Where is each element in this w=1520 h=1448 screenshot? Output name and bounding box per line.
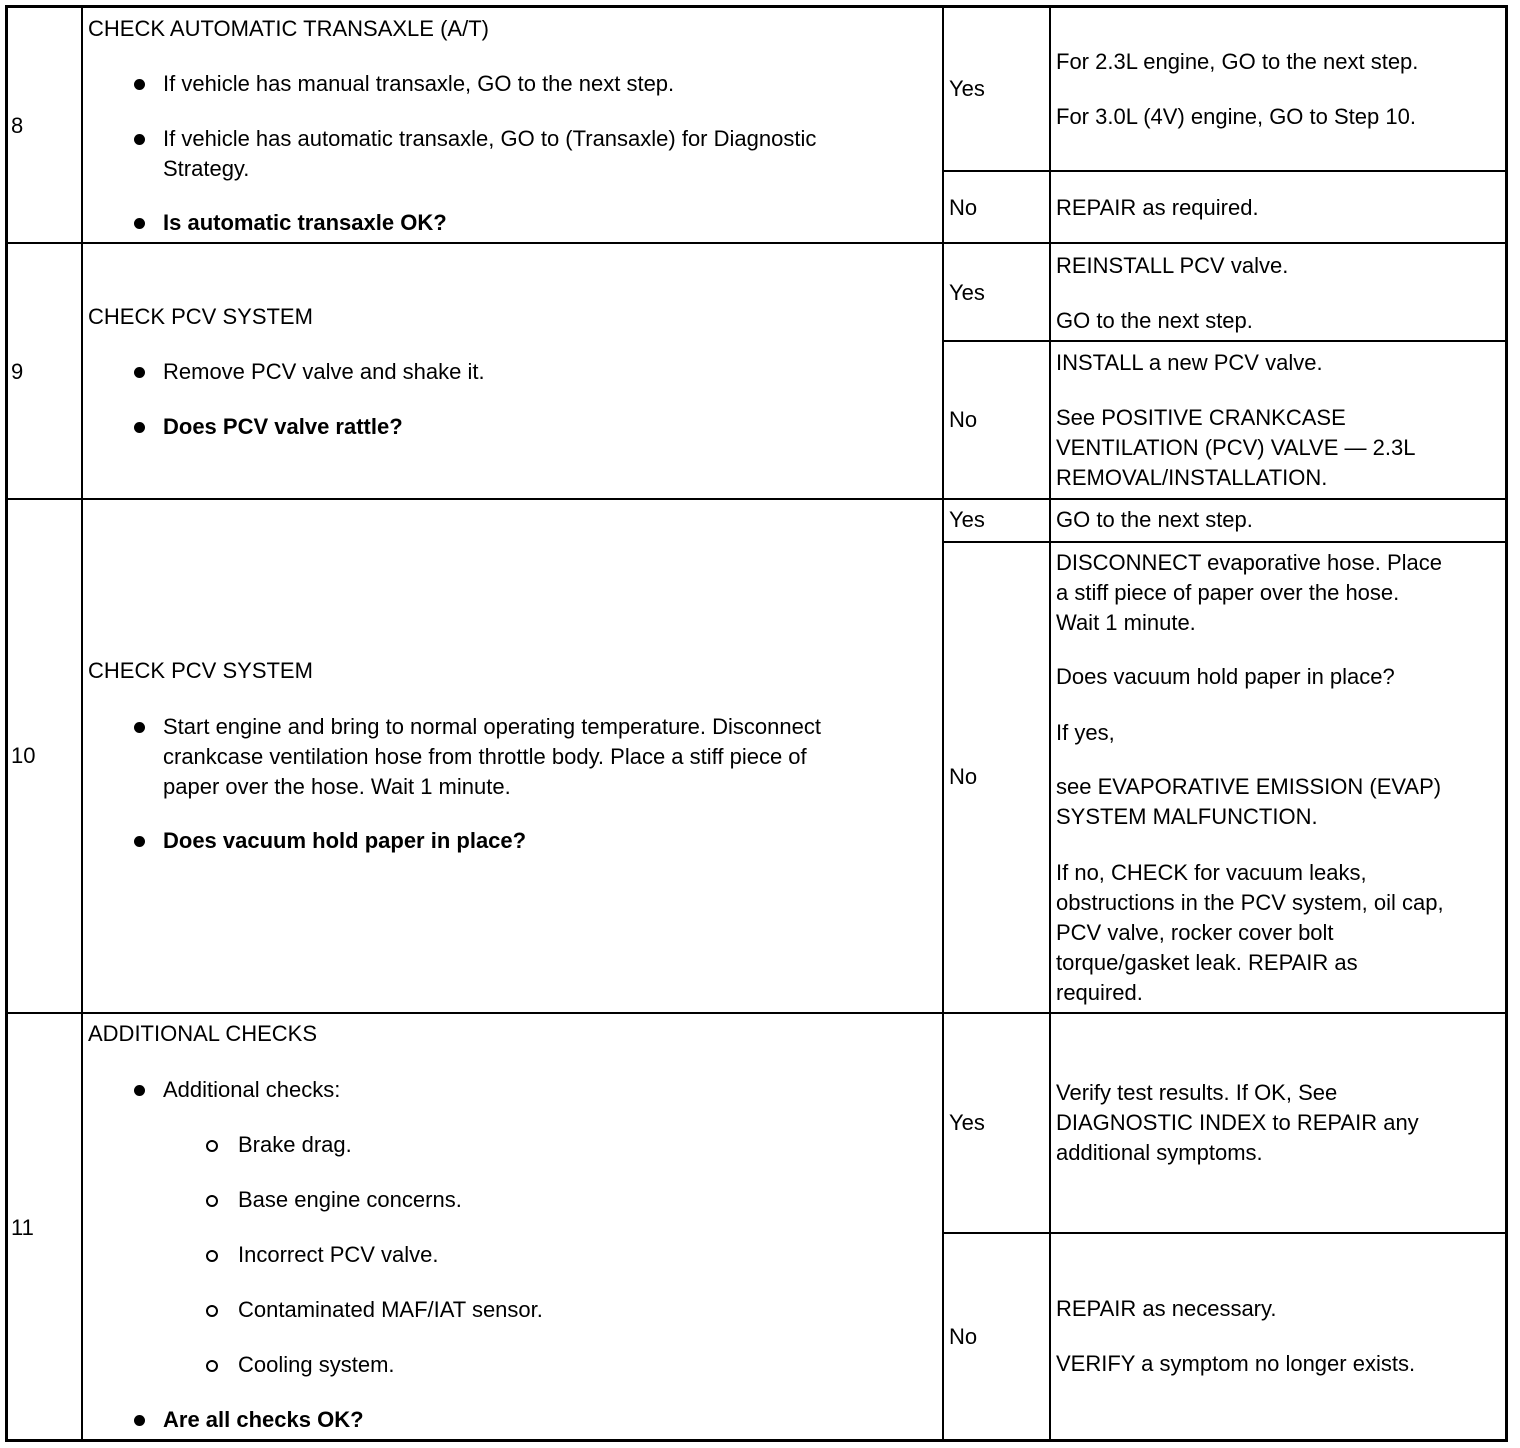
- sub-check: Contaminated MAF/IAT sensor.: [238, 1297, 543, 1322]
- no-action: Does vacuum hold paper in place?: [1056, 664, 1395, 689]
- yes-action: DIAGNOSTIC INDEX to REPAIR any: [1056, 1110, 1419, 1135]
- yes-action: For 3.0L (4V) engine, GO to Step 10.: [1056, 104, 1416, 129]
- bullet-icon: [134, 422, 145, 433]
- sub-bullet-icon: [206, 1195, 218, 1207]
- no-action: see EVAPORATIVE EMISSION (EVAP): [1056, 774, 1442, 799]
- bullet-icon: [134, 79, 145, 90]
- result-divider: [943, 340, 1506, 342]
- no-action: required.: [1056, 980, 1143, 1005]
- sub-check: Brake drag.: [238, 1132, 352, 1157]
- sub-bullet-icon: [206, 1140, 218, 1152]
- no-label: No: [949, 407, 978, 432]
- no-action: VENTILATION (PCV) VALVE — 2.3L: [1056, 435, 1416, 460]
- no-action: torque/gasket leak. REPAIR as: [1056, 950, 1358, 975]
- yes-label: Yes: [949, 76, 985, 101]
- bullet-icon: [134, 836, 145, 847]
- step-instruction: crankcase ventilation hose from throttle body. Place a stiff piece of: [163, 744, 807, 769]
- no-action: If yes,: [1056, 720, 1115, 745]
- column-divider: [81, 6, 83, 1441]
- yes-label: Yes: [949, 507, 985, 532]
- step-number: 8: [11, 113, 24, 138]
- step-title: CHECK PCV SYSTEM: [88, 658, 313, 683]
- step-question: Does vacuum hold paper in place?: [163, 828, 527, 853]
- yes-action: Verify test results. If OK, See: [1056, 1080, 1338, 1105]
- step-instruction: Start engine and bring to normal operating temperature. Disconnect: [163, 714, 821, 739]
- yes-action: additional symptoms.: [1056, 1140, 1263, 1165]
- bullet-icon: [134, 134, 145, 145]
- no-action: If no, CHECK for vacuum leaks,: [1056, 860, 1367, 885]
- no-action: INSTALL a new PCV valve.: [1056, 350, 1323, 375]
- row-divider: [6, 1012, 1506, 1014]
- result-divider: [943, 541, 1506, 543]
- no-action: DISCONNECT evaporative hose. Place: [1056, 550, 1442, 575]
- yes-label: Yes: [949, 280, 985, 305]
- no-action: a stiff piece of paper over the hose.: [1056, 580, 1400, 605]
- step-instruction: Additional checks:: [163, 1077, 341, 1102]
- step-title: CHECK PCV SYSTEM: [88, 304, 313, 329]
- step-question: Are all checks OK?: [163, 1407, 364, 1432]
- result-divider: [943, 1232, 1506, 1234]
- yes-action: For 2.3L engine, GO to the next step.: [1056, 49, 1419, 74]
- row-divider: [6, 242, 1506, 244]
- sub-check: Incorrect PCV valve.: [238, 1242, 439, 1267]
- step-instruction: If vehicle has manual transaxle, GO to the next step.: [163, 71, 675, 96]
- no-action: VERIFY a symptom no longer exists.: [1056, 1351, 1416, 1376]
- column-divider: [942, 6, 944, 1441]
- result-divider: [943, 170, 1506, 172]
- no-label: No: [949, 764, 978, 789]
- sub-check: Cooling system.: [238, 1352, 395, 1377]
- yes-action: GO to the next step.: [1056, 507, 1253, 532]
- step-number: 9: [11, 359, 24, 384]
- step-instruction: Remove PCV valve and shake it.: [163, 359, 485, 384]
- no-action: PCV valve, rocker cover bolt: [1056, 920, 1334, 945]
- bullet-icon: [134, 1415, 145, 1426]
- no-action: obstructions in the PCV system, oil cap,: [1056, 890, 1444, 915]
- step-question: Is automatic transaxle OK?: [163, 210, 447, 235]
- no-action: See POSITIVE CRANKCASE: [1056, 405, 1346, 430]
- column-divider: [1049, 6, 1051, 1441]
- no-label: No: [949, 195, 978, 220]
- step-number: 10: [11, 743, 36, 768]
- yes-action: REINSTALL PCV valve.: [1056, 253, 1289, 278]
- sub-check: Base engine concerns.: [238, 1187, 462, 1212]
- step-title: CHECK AUTOMATIC TRANSAXLE (A/T): [88, 16, 489, 41]
- step-title: ADDITIONAL CHECKS: [88, 1021, 318, 1046]
- sub-bullet-icon: [206, 1360, 218, 1372]
- bullet-icon: [134, 722, 145, 733]
- no-action: REPAIR as required.: [1056, 195, 1259, 220]
- sub-bullet-icon: [206, 1250, 218, 1262]
- bullet-icon: [134, 367, 145, 378]
- row-divider: [6, 498, 1506, 500]
- bullet-icon: [134, 218, 145, 229]
- step-instruction: Strategy.: [163, 156, 250, 181]
- yes-action: GO to the next step.: [1056, 308, 1253, 333]
- yes-label: Yes: [949, 1110, 985, 1135]
- step-number: 11: [11, 1215, 34, 1240]
- bullet-icon: [134, 1085, 145, 1096]
- no-action: REMOVAL/INSTALLATION.: [1056, 465, 1328, 490]
- step-instruction: paper over the hose. Wait 1 minute.: [163, 774, 511, 799]
- step-question: Does PCV valve rattle?: [163, 414, 403, 439]
- no-action: Wait 1 minute.: [1056, 610, 1196, 635]
- step-instruction: If vehicle has automatic transaxle, GO to (Transaxle) for Diagnostic: [163, 126, 817, 151]
- no-action: SYSTEM MALFUNCTION.: [1056, 804, 1318, 829]
- no-label: No: [949, 1324, 978, 1349]
- sub-bullet-icon: [206, 1305, 218, 1317]
- no-action: REPAIR as necessary.: [1056, 1296, 1277, 1321]
